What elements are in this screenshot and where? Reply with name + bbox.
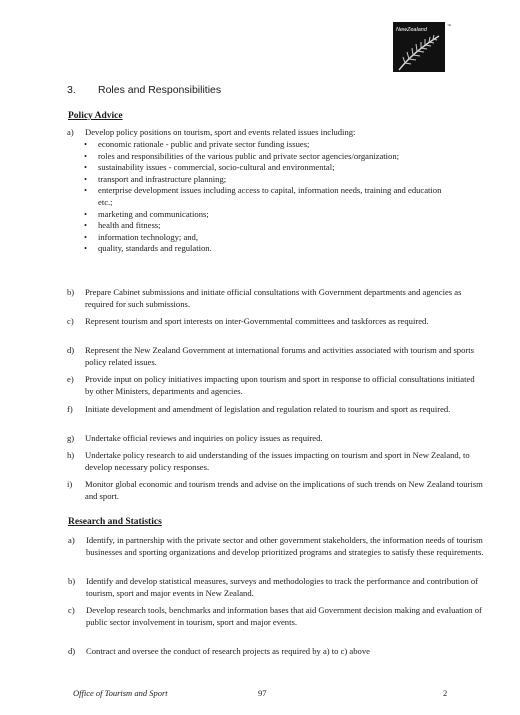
item-text: Develop policy positions on tourism, sport and events related issues including: bbox=[85, 127, 356, 137]
research-item-c bbox=[68, 605, 486, 628]
item-text: Identify and develop statistical measures, surveys and methodologies to track the performance and contribution of tourism, sport and major events in New Zealand. bbox=[86, 576, 479, 598]
research-item-b bbox=[68, 576, 486, 599]
item-text: Prepare Cabinet submissions and initiate official consultations with Government departments and agencies as required for such submissions. bbox=[85, 287, 462, 309]
policy-item-d bbox=[67, 345, 485, 368]
list-item: • transport and infrastructure planning; bbox=[84, 174, 444, 186]
item-text: Contract and oversee the conduct of research projects as required by a) to c) above bbox=[86, 646, 370, 656]
item-text: Provide input on policy initiatives impacting upon tourism and sport in response to official consultations initiated by other Ministers, departments and agencies. bbox=[85, 374, 475, 396]
fern-icon bbox=[393, 22, 445, 72]
research-item-d bbox=[68, 646, 486, 658]
policy-item-h bbox=[67, 450, 485, 473]
list-item: • sustainability issues - commercial, socio-cultural and environmental; bbox=[84, 162, 444, 174]
item-text: Represent tourism and sport interests on inter-Governmental committees and taskforces as required. bbox=[85, 316, 429, 326]
policy-advice-heading: Policy Advice bbox=[68, 111, 123, 121]
list-item: • marketing and communications; bbox=[84, 209, 444, 221]
item-label: h) bbox=[67, 450, 75, 460]
trademark-symbol: ™ bbox=[447, 23, 451, 28]
item-label: b) bbox=[67, 287, 75, 297]
policy-item-e bbox=[67, 374, 485, 397]
footer-section-number: 2 bbox=[443, 688, 448, 698]
item-label: b) bbox=[68, 576, 76, 586]
item-label: c) bbox=[67, 316, 74, 326]
policy-item-g bbox=[67, 433, 485, 445]
list-item: • economic rationale - public and private sector funding issues; bbox=[84, 139, 444, 151]
item-label: f) bbox=[67, 404, 73, 414]
list-item: • information technology; and, bbox=[84, 232, 444, 244]
policy-item-a bbox=[67, 127, 485, 139]
research-statistics-heading: Research and Statistics bbox=[68, 517, 162, 527]
list-item: • enterprise development issues including access to capital, information needs, training and education etc.; bbox=[84, 185, 444, 208]
policy-item-c bbox=[67, 316, 485, 328]
item-text: Develop research tools, benchmarks and information bases that aid Government decision making and evaluation of public sector involvement in tourism, sport and major events. bbox=[86, 605, 482, 627]
logo-text: NewZealand bbox=[396, 27, 427, 33]
list-item: • roles and responsibilities of the various public and private sector agencies/organization; bbox=[84, 151, 444, 163]
list-item: • quality, standards and regulation. bbox=[84, 243, 444, 255]
item-label: c) bbox=[68, 605, 75, 615]
item-label: d) bbox=[68, 646, 76, 656]
policy-item-i bbox=[67, 479, 485, 502]
item-label: d) bbox=[67, 345, 75, 355]
item-text: Represent the New Zealand Government at international forums and activities associated with tourism and sports policy related issues. bbox=[85, 345, 474, 367]
research-item-a bbox=[68, 535, 486, 558]
policy-item-f bbox=[67, 404, 485, 416]
item-label: g) bbox=[67, 433, 75, 443]
policy-item-b bbox=[67, 287, 485, 310]
item-text: Initiate development and amendment of legislation and regulation related to tourism and sport as required. bbox=[85, 404, 451, 414]
item-text: Identify, in partnership with the private sector and other government stakeholders, the information needs of tourism businesses and sporting organizations and develop prioritized programs and strategies to satisfy these requirements. bbox=[86, 535, 484, 557]
policy-bullet-list bbox=[84, 139, 444, 255]
item-label: a) bbox=[68, 535, 75, 545]
item-text: Monitor global economic and tourism trends and advise on the implications of such trends on New Zealand tourism and sport. bbox=[85, 479, 483, 501]
item-text: Undertake official reviews and inquiries on policy issues as required. bbox=[85, 433, 323, 443]
new-zealand-logo bbox=[393, 22, 445, 72]
item-label: e) bbox=[67, 374, 74, 384]
item-text: Undertake policy research to aid understanding of the issues impacting on tourism and sport in New Zealand, to develop necessary policy responses. bbox=[85, 450, 470, 472]
item-label: a) bbox=[67, 127, 74, 137]
section-title bbox=[67, 84, 221, 96]
footer-page-number: 97 bbox=[258, 688, 267, 698]
list-item: • health and fitness; bbox=[84, 220, 444, 232]
footer-organization: Office of Tourism and Sport bbox=[73, 688, 168, 698]
item-label: i) bbox=[67, 479, 73, 489]
section-number: 3. bbox=[67, 84, 76, 96]
section-title-text: Roles and Responsibilities bbox=[98, 84, 222, 96]
